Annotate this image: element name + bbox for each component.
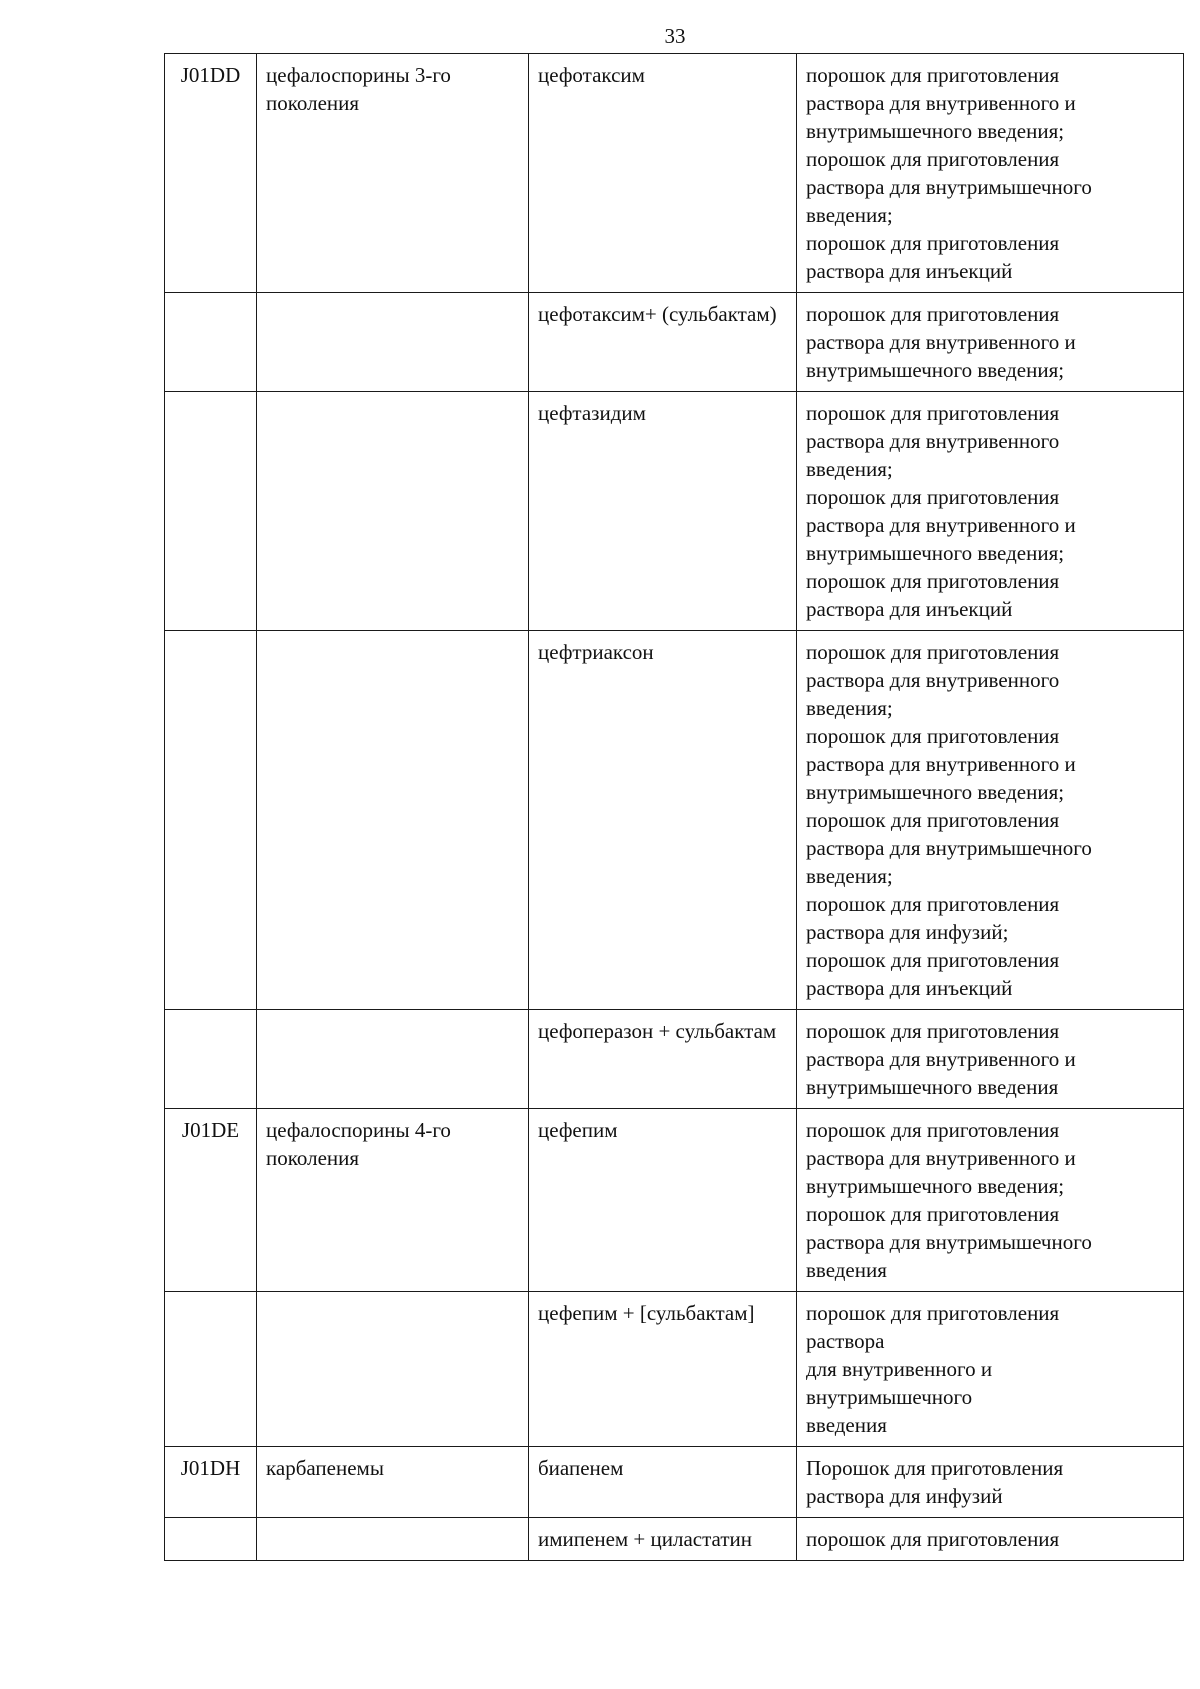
dosage-form-line: порошок для приготовления [806, 724, 1060, 748]
table-row [165, 1447, 1184, 1518]
dosage-form-line: порошок для приготовления [806, 640, 1060, 664]
drug-name-cell: цефепим [529, 1109, 797, 1292]
table-row [165, 1109, 1184, 1292]
dosage-form-line: внутримышечного введения; [806, 358, 1065, 382]
drug-name-cell: цефотаксим+ (сульбактам) [529, 293, 797, 392]
drug-name-cell: цефтазидим [529, 392, 797, 631]
dosage-form-line: раствора для внутривенного [806, 429, 1060, 453]
table-row [165, 631, 1184, 1010]
atc-code-cell [165, 1010, 257, 1109]
dosage-form-line: введения; [806, 203, 893, 227]
dosage-form-line: порошок для приготовления [806, 231, 1060, 255]
dosage-form-line: раствора для внутривенного и [806, 513, 1076, 537]
dosage-form-cell [797, 1292, 1184, 1447]
dosage-form-line: раствора для инфузий; [806, 920, 1009, 944]
table-body [165, 54, 1184, 1561]
dosage-form-line: раствора для инъекций [806, 976, 1013, 1000]
dosage-form-line: внутримышечного введения; [806, 780, 1065, 804]
dosage-form-line: Порошок для приготовления [806, 1456, 1064, 1480]
table-row [165, 1292, 1184, 1447]
drug-name-cell: цефотаксим [529, 54, 797, 293]
drug-group-cell: цефалоспорины 3-го поколения [257, 54, 529, 293]
drug-name-cell: цефоперазон + сульбактам [529, 1010, 797, 1109]
dosage-form-cell [797, 631, 1184, 1010]
dosage-form-line: раствора для внутривенного [806, 668, 1060, 692]
atc-code-cell [165, 1518, 257, 1561]
dosage-form-line: порошок для приготовления [806, 1527, 1060, 1551]
atc-code-cell [165, 1292, 257, 1447]
drug-group-cell: цефалоспорины 4-го поколения [257, 1109, 529, 1292]
dosage-form-line: внутримышечного введения; [806, 1174, 1065, 1198]
dosage-form-line: раствора для внутримышечного [806, 1230, 1092, 1254]
dosage-form-line: раствора для внутривенного и [806, 1146, 1076, 1170]
table-row [165, 392, 1184, 631]
dosage-form-line: порошок для приготовления [806, 569, 1060, 593]
atc-code-cell: J01DD [165, 54, 257, 293]
dosage-form-line: введения; [806, 457, 893, 481]
dosage-form-cell [797, 392, 1184, 631]
atc-code-cell: J01DE [165, 1109, 257, 1292]
dosage-form-line: внутримышечного введения; [806, 119, 1065, 143]
drug-group-cell: карбапенемы [257, 1447, 529, 1518]
dosage-form-line: раствора для внутримышечного [806, 836, 1092, 860]
dosage-form-line: раствора для инфузий [806, 1484, 1003, 1508]
dosage-form-line: раствора для внутривенного и [806, 1047, 1076, 1071]
dosage-form-line: порошок для приготовления [806, 1202, 1060, 1226]
dosage-form-line: введения [806, 1258, 887, 1282]
drug-group-cell [257, 1292, 529, 1447]
dosage-form-cell [797, 1109, 1184, 1292]
dosage-form-line: внутримышечного [806, 1385, 973, 1409]
dosage-form-cell [797, 293, 1184, 392]
drug-name-cell: имипенем + циластатин [529, 1518, 797, 1561]
dosage-form-line: порошок для приготовления [806, 1301, 1060, 1325]
dosage-form-line: порошок для приготовления [806, 302, 1060, 326]
dosage-form-cell [797, 1447, 1184, 1518]
drug-name-cell: биапенем [529, 1447, 797, 1518]
dosage-form-line: порошок для приготовления [806, 401, 1060, 425]
page-number: 33 [664, 24, 686, 48]
table-row [165, 1010, 1184, 1109]
dosage-form-line: раствора [806, 1329, 885, 1353]
dosage-form-line: порошок для приготовления [806, 892, 1060, 916]
dosage-form-line: раствора для инъекций [806, 259, 1013, 283]
drug-table [164, 53, 1184, 1561]
atc-code-cell: J01DH [165, 1447, 257, 1518]
table-row [165, 293, 1184, 392]
drug-group-cell [257, 1518, 529, 1561]
dosage-form-line: внутримышечного введения [806, 1075, 1059, 1099]
dosage-form-line: порошок для приготовления [806, 485, 1060, 509]
drug-group-cell [257, 392, 529, 631]
dosage-form-line: раствора для внутримышечного [806, 175, 1092, 199]
dosage-form-cell [797, 54, 1184, 293]
drug-name-cell: цефтриаксон [529, 631, 797, 1010]
table-row [165, 1518, 1184, 1561]
dosage-form-line: порошок для приготовления [806, 147, 1060, 171]
dosage-form-line: раствора для инъекций [806, 597, 1013, 621]
dosage-form-line: порошок для приготовления [806, 1118, 1060, 1142]
dosage-form-cell [797, 1518, 1184, 1561]
dosage-form-line: введения; [806, 864, 893, 888]
dosage-form-line: раствора для внутривенного и [806, 91, 1076, 115]
dosage-form-line: порошок для приготовления [806, 808, 1060, 832]
dosage-form-line: для внутривенного и [806, 1357, 993, 1381]
dosage-form-line: порошок для приготовления [806, 63, 1060, 87]
table-row [165, 54, 1184, 293]
dosage-form-line: порошок для приготовления [806, 948, 1060, 972]
atc-code-cell [165, 392, 257, 631]
dosage-form-cell [797, 1010, 1184, 1109]
atc-code-cell [165, 293, 257, 392]
dosage-form-line: раствора для внутривенного и [806, 330, 1076, 354]
drug-name-cell: цефепим + [сульбактам] [529, 1292, 797, 1447]
dosage-form-line: введения; [806, 696, 893, 720]
dosage-form-line: порошок для приготовления [806, 1019, 1060, 1043]
dosage-form-line: внутримышечного введения; [806, 541, 1065, 565]
atc-code-cell [165, 631, 257, 1010]
dosage-form-line: введения [806, 1413, 887, 1437]
dosage-form-line: раствора для внутривенного и [806, 752, 1076, 776]
drug-group-cell [257, 1010, 529, 1109]
drug-group-cell [257, 293, 529, 392]
drug-group-cell [257, 631, 529, 1010]
